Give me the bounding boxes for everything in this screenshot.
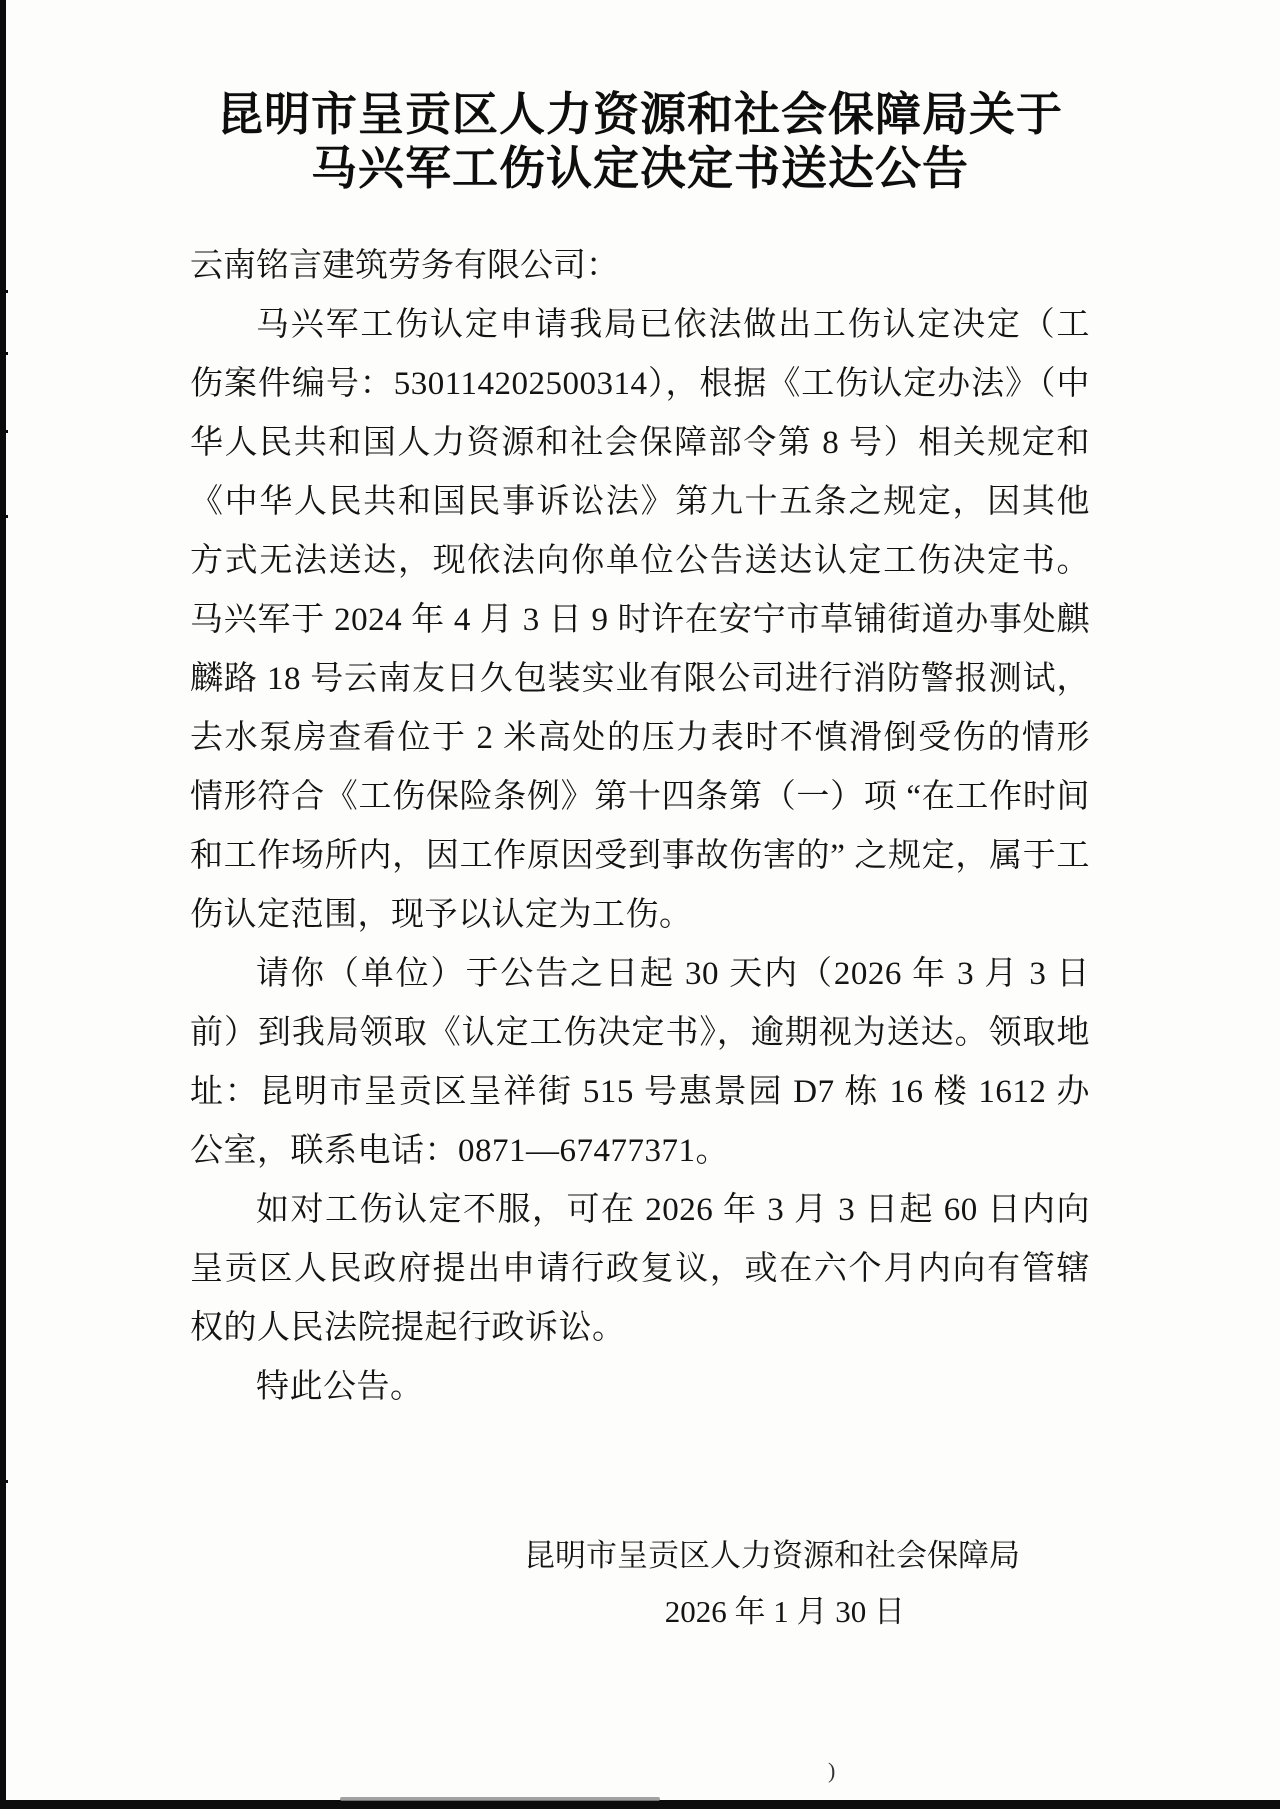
- scan-artifact-mark: ): [828, 1758, 836, 1783]
- paragraph-collection-notice: 请你（单位）于公告之日起 30 天内（2026 年 3 月 3 日前）到我局领取《认定工伤决定书》，逾期视为送达。领取地址：昆明市呈贡区呈祥街 515 号惠景园 D7 栋 16 楼 1612 办公室，联系电话：0871—67477371。: [190, 956, 1090, 1169]
- paragraph-decision: 马兴军工伤认定申请我局已依法做出工伤认定决定（工伤案件编号：530114202500314），根据《工伤认定办法》（中华人民共和国人力资源和社会保障部令第 8 号）相关规定和《中华人民共和国民事诉讼法》第九十五条之规定，因其他方式无法送达，现依法向你单位公告送达认定工伤决定书。马兴军于 2024 年 4 月 3 日 9 时许在安宁市草铺街道办事处麒麟路 18 号云南友日久包装实业有限公司进行消防警报测试，去水泵房查看位于 2 米高处的压力表时不慎滑倒受伤的情形情形符合《工伤保险条例》第十四条第（一）项 “在工作时间和工作场所内，因工作原因受到事故伤害的” 之规定，属于工伤认定范围，现予以认定为工伤。: [190, 307, 1090, 933]
- scan-edge-bottom: [0, 1800, 1280, 1809]
- paragraph-closing: 特此公告。: [256, 1369, 424, 1405]
- issuing-authority: 昆明市呈贡区人力资源和社会保障局: [524, 1538, 1020, 1573]
- paragraph-appeal-rights: 如对工伤认定不服，可在 2026 年 3 月 3 日起 60 日内向呈贡区人民政府提出申请行政复议，或在六个月内向有管辖权的人民法院提起行政诉讼。: [190, 1192, 1090, 1346]
- recipient-company: 云南铭言建筑劳务有限公司：: [190, 248, 619, 284]
- notice-title: [190, 88, 1090, 196]
- notice-title-line-2: 马兴军工伤认定决定书送达公告: [311, 143, 969, 194]
- scan-edge-left: [0, 0, 6, 1809]
- notice-content: [190, 88, 1090, 1633]
- notice-title-line-1: 昆明市呈贡区人力资源和社会保障局关于: [217, 89, 1063, 140]
- issue-date: 2026 年 1 月 30 日: [664, 1594, 905, 1629]
- scan-smudge: [340, 1797, 660, 1801]
